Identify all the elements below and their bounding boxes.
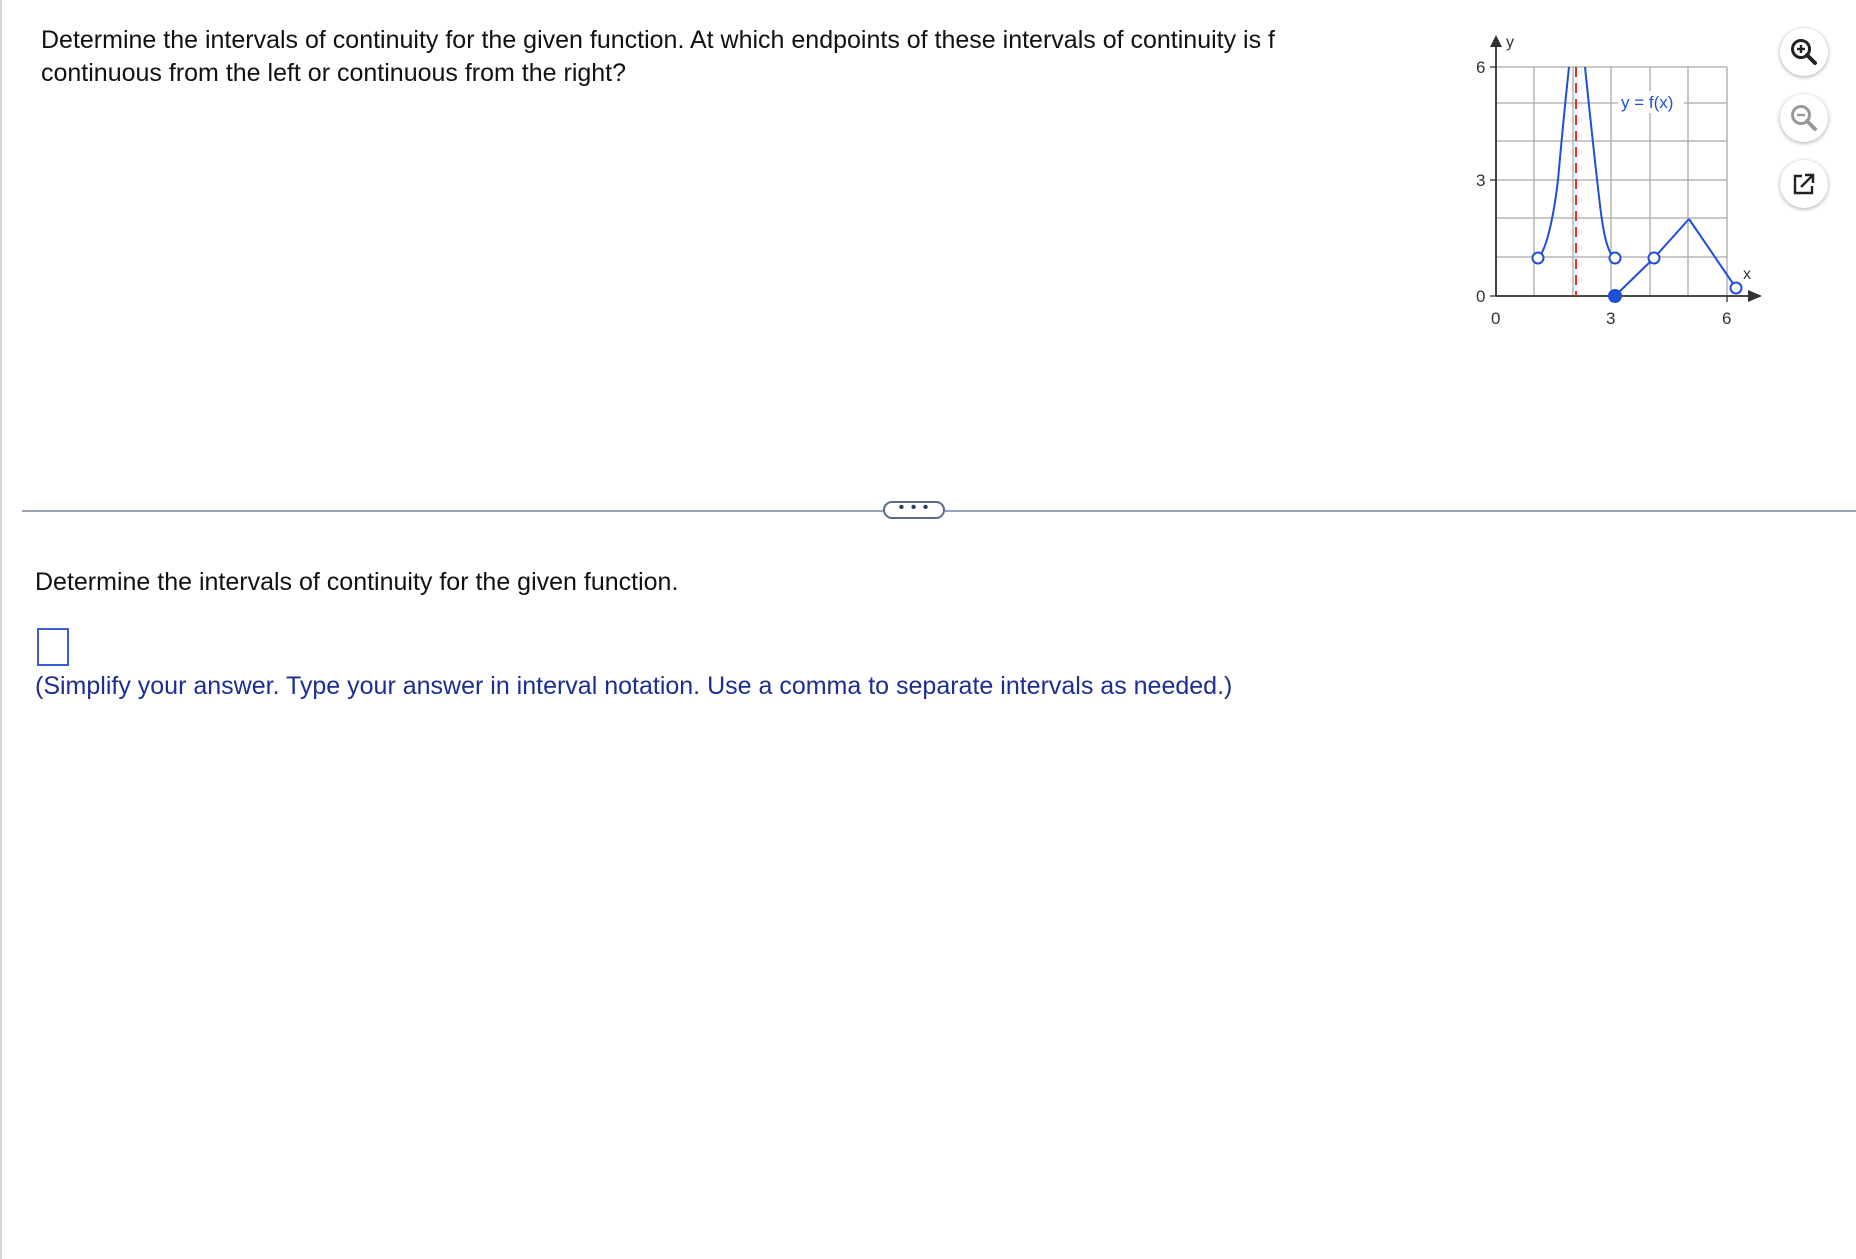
zoom-out-icon	[1789, 103, 1819, 133]
axes	[1490, 35, 1762, 302]
open-point-4	[1731, 283, 1742, 294]
function-graph	[1460, 25, 1780, 335]
y-tick-6: 6	[1476, 58, 1486, 77]
expand-more-button[interactable]: • • •	[883, 501, 945, 519]
open-point-2	[1610, 253, 1621, 264]
x-tick-6: 6	[1722, 309, 1732, 328]
y-tick-3: 3	[1476, 171, 1486, 190]
x-axis-label: x	[1743, 266, 1751, 283]
zoom-in-button[interactable]	[1780, 28, 1828, 76]
zoom-in-icon	[1789, 37, 1819, 67]
answer-instructions: (Simplify your answer. Type your answer in interval notation. Use a comma to separate intervals as needed.)	[35, 672, 1233, 700]
y-tick-0: 0	[1476, 287, 1486, 306]
question-line-2: continuous from the left or continuous from the right?	[41, 59, 627, 87]
question-text	[41, 24, 1341, 90]
closed-point	[1609, 290, 1621, 302]
graph-svg	[1460, 25, 1780, 335]
curve-label: y = f(x)	[1621, 93, 1674, 112]
open-new-window-button[interactable]	[1780, 160, 1828, 208]
tick-marks	[1490, 67, 1727, 302]
y-axis-label: y	[1506, 34, 1514, 51]
x-tick-0: 0	[1491, 309, 1501, 328]
left-border	[0, 0, 2, 1259]
question-line-1: Determine the intervals of continuity for the given function. At which endpoints of these intervals of continuity is f	[41, 26, 1275, 54]
x-tick-3: 3	[1606, 309, 1616, 328]
open-new-window-icon	[1791, 171, 1817, 197]
part-prompt: Determine the intervals of continuity for the given function.	[35, 568, 679, 596]
open-point-1	[1533, 253, 1544, 264]
answer-input[interactable]	[37, 628, 69, 666]
open-point-3	[1649, 253, 1660, 264]
graph-points	[1533, 253, 1742, 303]
zoom-out-button[interactable]	[1780, 94, 1828, 142]
